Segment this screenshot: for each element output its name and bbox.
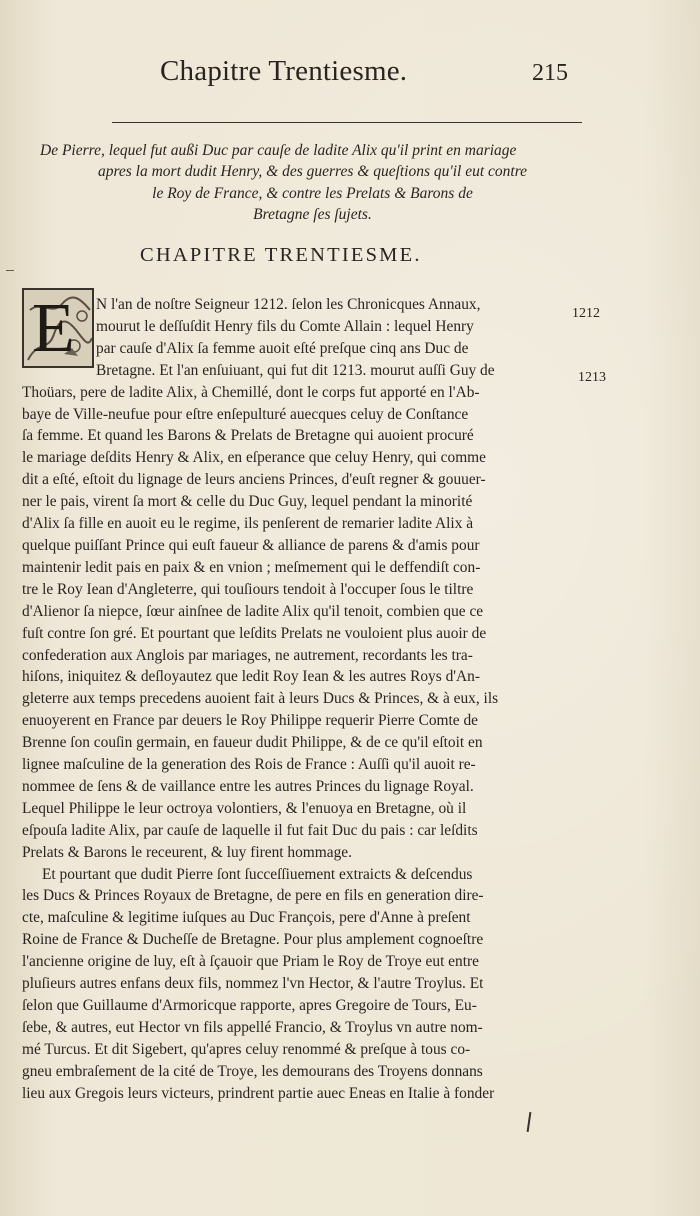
text-line: les Ducs & Princes Royaux de Bretagne, de pere en fils en generation dire- bbox=[22, 887, 484, 905]
text-line: ſa femme. Et quand les Barons & Prelats de Bretagne qui auoient procuré bbox=[22, 427, 474, 445]
summary-line: De Pierre, lequel fut außi Duc par cauſe de ladite Alix qu'il print en mariage bbox=[40, 142, 517, 159]
header-rule bbox=[112, 122, 582, 123]
text-line: hiſons, iniquitez & deſloyautez que ledit Roy Iean & les autres Roys d'An- bbox=[22, 668, 480, 686]
ink-mark bbox=[527, 1112, 532, 1132]
text-line: ner le pais, virent ſa mort & celle du Duc Guy, lequel pendant la minorité bbox=[22, 493, 473, 511]
text-line: nommee de ſens & de vaillance entre les autres Princes du lignage Royal. bbox=[22, 777, 474, 795]
text-line: cte, maſculine & legitime iuſques au Duc François, pere d'Anne à preſent bbox=[22, 909, 471, 927]
text-line: baye de Ville-neufue pour eſtre enſepulturé auecques celuy de Conſtance bbox=[22, 405, 469, 423]
text-line: d'Alix ſa fille en auoit eu le regime, ils penſerent de remarier ladite Alix à bbox=[22, 515, 474, 533]
text-line: enuoyerent en France par deuers le Roy Philippe requerir Pierre Comte de bbox=[22, 712, 479, 730]
text-line: Et pourtant que dudit Pierre ſont ſucceſſiuement extraicts & deſcendus bbox=[42, 865, 473, 883]
running-head-title: Chapitre Trentiesme. bbox=[160, 55, 408, 87]
text-line: Brenne ſon couſin germain, en faueur dudit Philippe, & de ce qu'il eſtoit en bbox=[22, 734, 483, 752]
text-line: Thoüars, pere de ladite Alix, à Chemillé, dont le corps fut apporté en l'Ab- bbox=[22, 383, 480, 401]
summary-line: apres la mort dudit Henry, & des guerres & queſtions qu'il eut contre bbox=[97, 163, 528, 181]
chapter-summary bbox=[40, 140, 585, 225]
drop-cap-letter: E bbox=[32, 290, 75, 367]
margin-year-note: 1213 bbox=[578, 370, 606, 385]
text-line: confederation aux Anglois par mariages, ne autrement, recordants les tra- bbox=[22, 646, 473, 664]
text-line: fuſt contre ſon gré. Et pourtant que leſdits Prelats ne vouloient plus auoir de bbox=[22, 624, 487, 642]
text-line: maintenir ledit pais en paix & en vnion ; meſmement qui le deffendiſt con- bbox=[22, 558, 481, 576]
text-line: dit a eſté, eſtoit du lignage de leurs anciens Princes, d'euſt regner & gouuer- bbox=[22, 471, 486, 489]
text-line: gneu embraſement de la cité de Troye, les demourans des Troyens donnans bbox=[22, 1062, 483, 1080]
text-line: ſelon que Guillaume d'Armoricque rapporte, apres Gregoire de Tours, Eu- bbox=[22, 997, 477, 1014]
text-line: quelque puiſſant Prince qui euſt faueur & alliance de parens & d'amis pour bbox=[22, 536, 480, 554]
text-line: N l'an de noſtre Seigneur 1212. ſelon les Chronicques Annaux, bbox=[96, 296, 481, 313]
text-line: l'ancienne origine de luy, eſt à ſçauoir que Priam le Roy de Troye eut entre bbox=[22, 953, 479, 971]
text-line: d'Alienor ſa niepce, ſœur ainſnee de ladite Alix qu'il tenoit, combien que ce bbox=[22, 602, 484, 620]
chapter-heading: CHAPITRE TRENTIESME. bbox=[140, 244, 422, 266]
text-line: lignee maſculine de la generation des Rois de France : Auſſi qu'il auoit re- bbox=[22, 756, 476, 774]
margin-mark bbox=[6, 270, 14, 271]
text-line: Prelats & Barons le receurent, & luy firent hommage. bbox=[22, 843, 352, 861]
text-line: Bretagne. Et l'an enſuiuant, qui fut dit 1213. mourut auſſi Guy de bbox=[96, 361, 495, 379]
text-line: Lequel Philippe le leur octroya volontiers, & l'enuoya en Bretagne, où il bbox=[22, 799, 467, 817]
text-line: ſebe, & autres, eut Hector vn fils appellé Francio, & Troylus vn autre nom- bbox=[22, 1018, 483, 1036]
text-line: par cauſe d'Alix ſa femme auoit eſté preſque cinq ans Duc de bbox=[96, 339, 469, 357]
text-line: Roine de France & Ducheſſe de Bretagne. Pour plus amplement cognoeſtre bbox=[22, 931, 484, 949]
text-line: mourut le deſſuſdit Henry fils du Comte Allain : lequel Henry bbox=[96, 317, 474, 335]
text-line: pluſieurs autres enfans deux fils, nommez l'vn Hector, & l'autre Troylus. Et bbox=[22, 975, 484, 993]
summary-line: Bretagne ſes ſujets. bbox=[253, 205, 372, 223]
text-line: tre le Roy Iean d'Angleterre, qui touſiours tendoit à l'occuper ſous le tiltre bbox=[22, 580, 474, 598]
text-line: lieu aux Gregois leurs victeurs, prindrent partie auec Eneas en Italie à fonder bbox=[22, 1084, 495, 1102]
summary-line: le Roy de France, & contre les Prelats & Barons de bbox=[152, 184, 473, 202]
chapter-body bbox=[22, 290, 567, 1105]
text-line: gleterre aux temps precedens auoient fait à leurs Ducs & Princes, & à eux, ils bbox=[22, 690, 499, 708]
page-number: 215 bbox=[532, 60, 568, 86]
margin-year-note: 1212 bbox=[572, 306, 600, 321]
text-line: eſpouſa ladite Alix, par cauſe de laquelle il fut fait Duc du pais : car leſdits bbox=[22, 821, 478, 839]
text-line: mé Turcus. Et dit Sigebert, qu'apres celuy renommé & preſque à tous co- bbox=[22, 1040, 471, 1058]
text-line: le mariage deſdits Henry & Alix, en eſperance que celuy Henry, qui comme bbox=[22, 449, 486, 467]
